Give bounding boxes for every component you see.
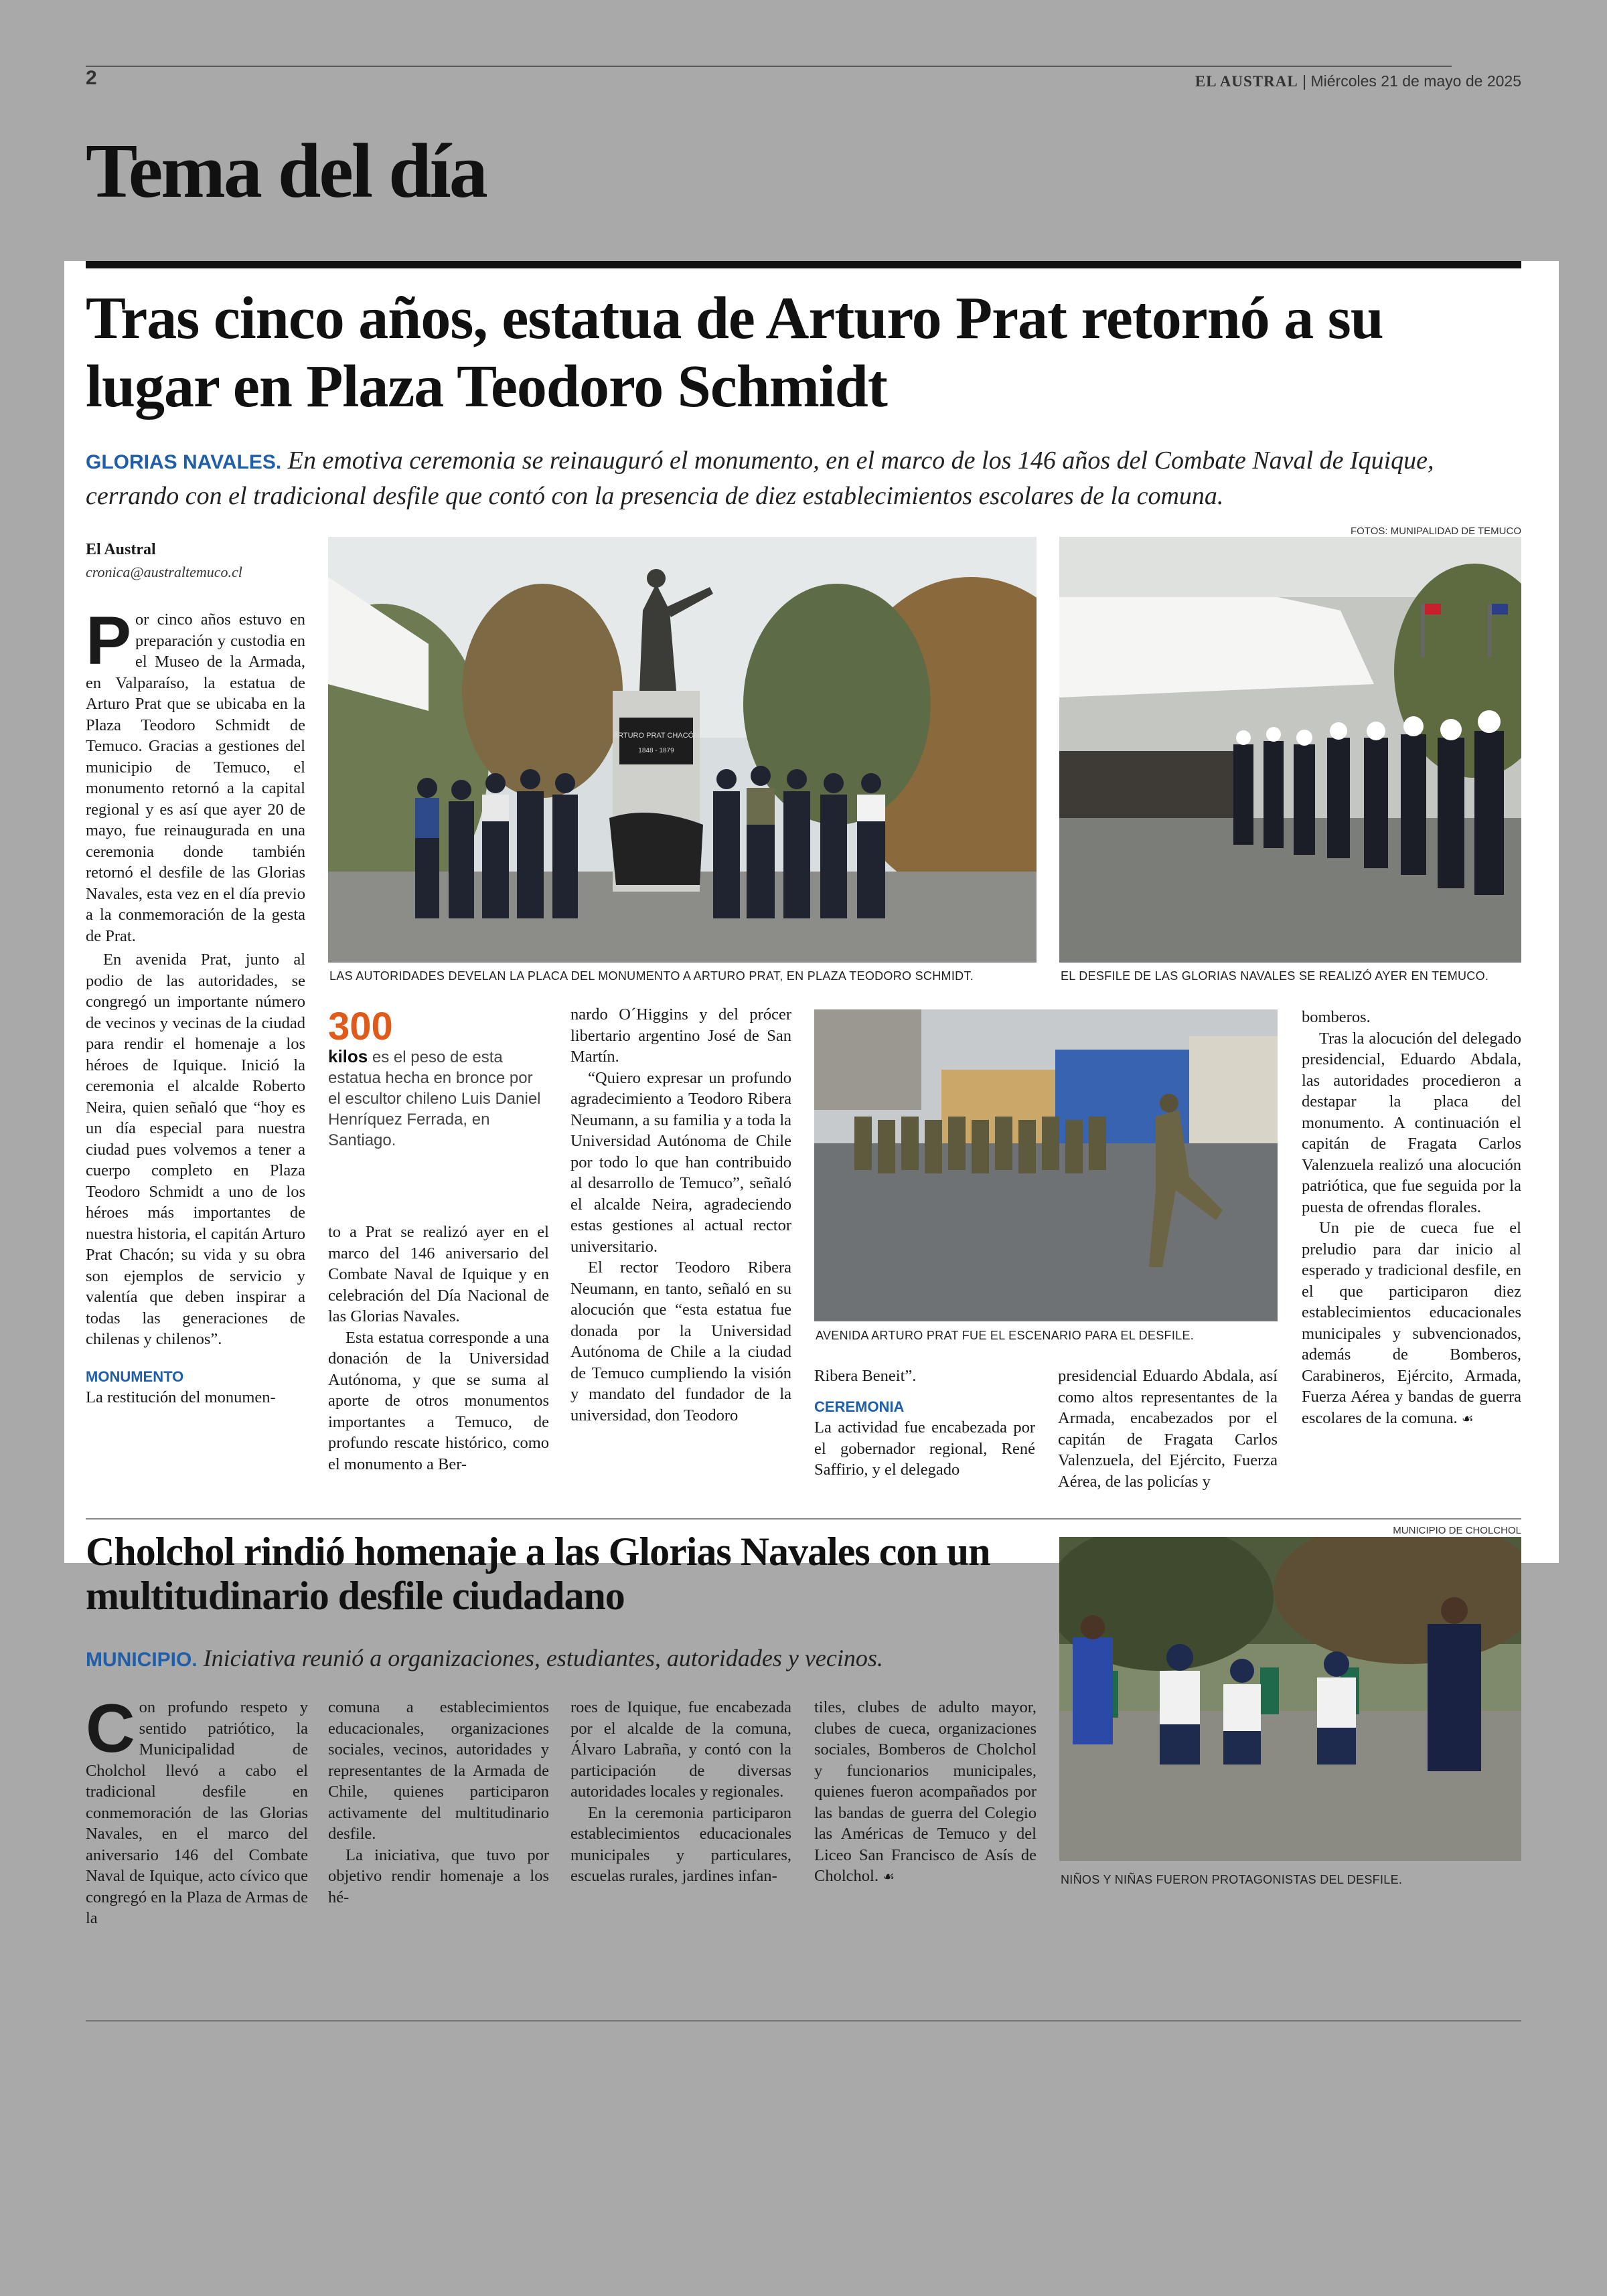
- fact-unit: kilos: [328, 1046, 368, 1066]
- fact-number: 300: [328, 1005, 393, 1048]
- second-headline: Cholchol rindió homenaje a las Glorias Navales con un multitudinario desfile ciudadano: [86, 1530, 990, 1618]
- story-divider: [86, 1518, 1521, 1520]
- article-top-rule: [86, 261, 1521, 268]
- drop-cap: P: [86, 602, 132, 679]
- main-column-2: [328, 1222, 549, 1475]
- deck-text: En emotiva ceremonia se reinauguró el monumento, en el marco de los 146 años del Combate Naval de Iquique, cerrando con el tradicional desfile que contó con la presencia de diez establecimientos escolares de la comuna.: [86, 446, 1434, 510]
- bottom-rule: [86, 2020, 1521, 2022]
- second-col3-paragraph-1: roes de Iquique, fue encabezada por el alcalde de la comuna, Álvaro Labraña, y contó con la participación de diversas autoridades locales y regionales.: [570, 1698, 791, 1801]
- second-col2-paragraph-2: La iniciativa, que tuvo por objetivo rendir homenaje a los hé-: [328, 1846, 549, 1906]
- parade-image: [1059, 537, 1521, 963]
- top-rule: [86, 66, 1452, 67]
- second-deck-text: Iniciativa reunió a organizaciones, estudiantes, autoridades y vecinos.: [197, 1645, 883, 1671]
- photo2-caption: EL DESFILE DE LAS GLORIAS NAVALES SE REALIZÓ AYER EN TEMUCO.: [1061, 969, 1489, 983]
- col2-paragraph-2: Esta estatua corresponde a una donación de la Universidad Autónoma, y que se suma al aporte de otros monumentos importantes a Temuco, de profundo rescate histórico, como el monumento a Ber-: [328, 1328, 549, 1473]
- main-column-5: [1058, 1366, 1278, 1492]
- masthead-name: EL AUSTRAL: [1195, 73, 1298, 90]
- photo4-caption: NIÑOS Y NIÑAS FUERON PROTAGONISTAS DEL DESFILE.: [1061, 1873, 1403, 1886]
- second-column-3: [570, 1697, 791, 1887]
- col4-paragraph-1: Ribera Beneit”.: [814, 1367, 917, 1385]
- col3-paragraph-3: El rector Teodoro Ribera Neumann, en tanto, señaló en su alocución que “esta estatua fue donada por la Universidad Autónoma de Chile a la ciudad de Temuco cumpliendo la visión y mandato del fundador de la universidad, don Teodoro: [570, 1258, 791, 1424]
- unveiling-image: [328, 537, 1037, 963]
- second-deck-kicker: MUNICIPIO.: [86, 1649, 198, 1671]
- main-column-4: [814, 1366, 1035, 1481]
- main-column-3: [570, 1004, 791, 1426]
- main-headline: Tras cinco años, estatua de Arturo Prat retornó a su lugar en Plaza Teodoro Schmidt: [86, 285, 1383, 420]
- photo3-caption: AVENIDA ARTURO PRAT FUE EL ESCENARIO PARA EL DESFILE.: [816, 1329, 1195, 1342]
- main-column-1: [86, 602, 305, 1408]
- photo-children-parade: [1059, 1537, 1521, 1861]
- second-end-mark-icon: ☙: [883, 1868, 895, 1884]
- col6-paragraph-3-text: Un pie de cueca fue el preludio para dar inicio al esperado y tradicional desfile, en el que participaron diez establecimientos educacionales municipales y subvencionados, además de Bomberos, Carabineros, Ejército, Armada, Fuerza Aérea y bandas de guerra escolares de la comuna.: [1302, 1219, 1521, 1427]
- second-column-1: [86, 1690, 308, 1929]
- byline: El Austral: [86, 541, 156, 558]
- subhead-ceremonia: CEREMONIA: [814, 1398, 905, 1415]
- second-col2-paragraph-1: comuna a establecimientos educacionales, organizaciones sociales, vecinos, autoridades y representantes de la Armada de Chile, quienes participaron activamente del multitudinario desfile.: [328, 1698, 549, 1843]
- avenue-image: [814, 1009, 1278, 1321]
- photo1-caption: LAS AUTORIDADES DEVELAN LA PLACA DEL MONUMENTO A ARTURO PRAT, EN PLAZA TEODORO SCHMIDT.: [329, 969, 974, 983]
- second-col4-text: tiles, clubes de adulto mayor, clubes de cueca, organizaciones sociales, Bomberos de Cholchol y funcionarios municipales, quienes fueron acompañados por las bandas de guerra del Colegio las Américas de Temuco y del Liceo San Francisco de Asís de Cholchol.: [814, 1698, 1037, 1885]
- col1-paragraph-2: En avenida Prat, junto al podio de las autoridades, se congregó un importante número de vecinos y vecinas de la ciudad para rendir el homenaje a los héroes de Iquique. Inició la ceremonia el alcalde Roberto Neira, quien señaló que “hoy es un día especial para nuestra ciudad pues volvemos a tener a cuerpo completo en Plaza Teodoro Schmidt a uno de los héroes más importantes de nuestra historia, el capitán Arturo Prat Chacón; su vida y su obra son ejemplos de servicio y valentía que deben inspirar a todas las generaciones de chilenas y chilenos”.: [86, 951, 305, 1348]
- deck-kicker: GLORIAS NAVALES.: [86, 451, 282, 473]
- photo-parade-marchers: [1059, 537, 1521, 963]
- second-column-2: [328, 1697, 549, 1908]
- second-col3-paragraph-2: En la ceremonia participaron establecimientos educacionales municipales y particulares, escuelas rurales, jardines infan-: [570, 1803, 791, 1885]
- photo-monument-unveiling: [328, 537, 1037, 963]
- children-image: [1059, 1537, 1521, 1861]
- photo-avenida-prat: [814, 1009, 1278, 1321]
- col2-paragraph-1: to a Prat se realizó ayer en el marco del 146 aniversario del Combate Naval de Iquique y en celebración del Día Nacional de las Glorias Navales.: [328, 1223, 549, 1325]
- plaque-years-text: 1848 - 1879: [638, 747, 674, 754]
- main-column-6: [1302, 1007, 1521, 1429]
- masthead-date: | Miércoles 21 de mayo de 2025: [1302, 72, 1521, 90]
- section-title: Tema del día: [86, 129, 486, 214]
- byline-email[interactable]: cronica@australtemuco.cl: [86, 564, 242, 580]
- second-photo-credit: MUNICIPIO DE CHOLCHOL: [1393, 1525, 1521, 1536]
- fact-text: es el peso de esta estatua hecha en bronce por el escultor chileno Luis Daniel Henríquez Ferrada, en Santiago.: [328, 1048, 541, 1149]
- col3-paragraph-1: nardo O´Higgins y del prócer libertario argentino José de San Martín.: [570, 1005, 791, 1066]
- main-deck: [86, 444, 1525, 513]
- second-col1-text: on profundo respeto y sentido patriótico, la Municipalidad de Cholchol llevó a cabo el tradicional desfile en conmemoración de las Glorias Navales, en el marco del aniversario 146 del Combate Naval de Iquique, acto cívico que congregó en la Plaza de Armas de la: [86, 1698, 308, 1927]
- second-drop-cap: C: [86, 1690, 135, 1767]
- col1-paragraph-3: La restitución del monumen-: [86, 1388, 276, 1406]
- fact-box: [328, 1007, 549, 1151]
- col6-paragraph-3: [1302, 1218, 1521, 1429]
- col5-paragraph-1: presidencial Eduardo Abdala, así como altos representantes de la Armada, encabezados por el capitán de Fragata Carlos Valenzuela, del Ejército, Fuerza Aérea, de las policías y: [1058, 1367, 1278, 1491]
- second-column-4: [814, 1697, 1037, 1888]
- second-deck: [86, 1643, 1090, 1675]
- col6-paragraph-1: bomberos.: [1302, 1008, 1371, 1026]
- col4-paragraph-2: La actividad fue encabezada por el gobernador regional, René Saffirio, y el delegado: [814, 1418, 1035, 1479]
- col6-paragraph-2: Tras la alocución del delegado presidencial, Eduardo Abdala, las autoridades procedieron a destapar la placa del monumento. A continuación el capitán de Fragata Carlos Valenzuela realizó una alocución patriótica, que fue seguida por la puesta de ofrendas florales.: [1302, 1029, 1521, 1216]
- col3-paragraph-2: “Quiero expresar un profundo agradecimiento a Teodoro Ribera Neumann, a su familia y a toda la Universidad Autónoma de Chile por todo lo que han contribuido al desarrollo de Temuco”, señaló el alcalde Neira, agradeciendo estas gestiones al actual rector universitario.: [570, 1068, 791, 1256]
- subhead-monumento: MONUMENTO: [86, 1368, 184, 1385]
- col1-paragraph-1: or cinco años estuvo en preparación y custodia en el Museo de la Armada, en Valparaíso, la estatua de Arturo Prat que se ubicaba en la Plaza Teodoro Schmidt de Temuco. Gracias a gestiones del municipio de Temuco, el monumento retornó a la capital regional y es así que ayer 20 de mayo, fue reinaugurada en una ceremonia donde también retornó el desfile de las Glorias Navales, esta vez en el día previo a la conmemoración de la gesta de Prat.: [86, 610, 305, 945]
- end-mark-icon: ☙: [1461, 1410, 1474, 1426]
- photo-credit: FOTOS: MUNIPALIDAD DE TEMUCO: [1350, 525, 1521, 537]
- plaque-name-text: ARTURO PRAT CHACÓN: [613, 732, 700, 740]
- masthead: [1195, 72, 1521, 90]
- page-number: 2: [86, 67, 97, 89]
